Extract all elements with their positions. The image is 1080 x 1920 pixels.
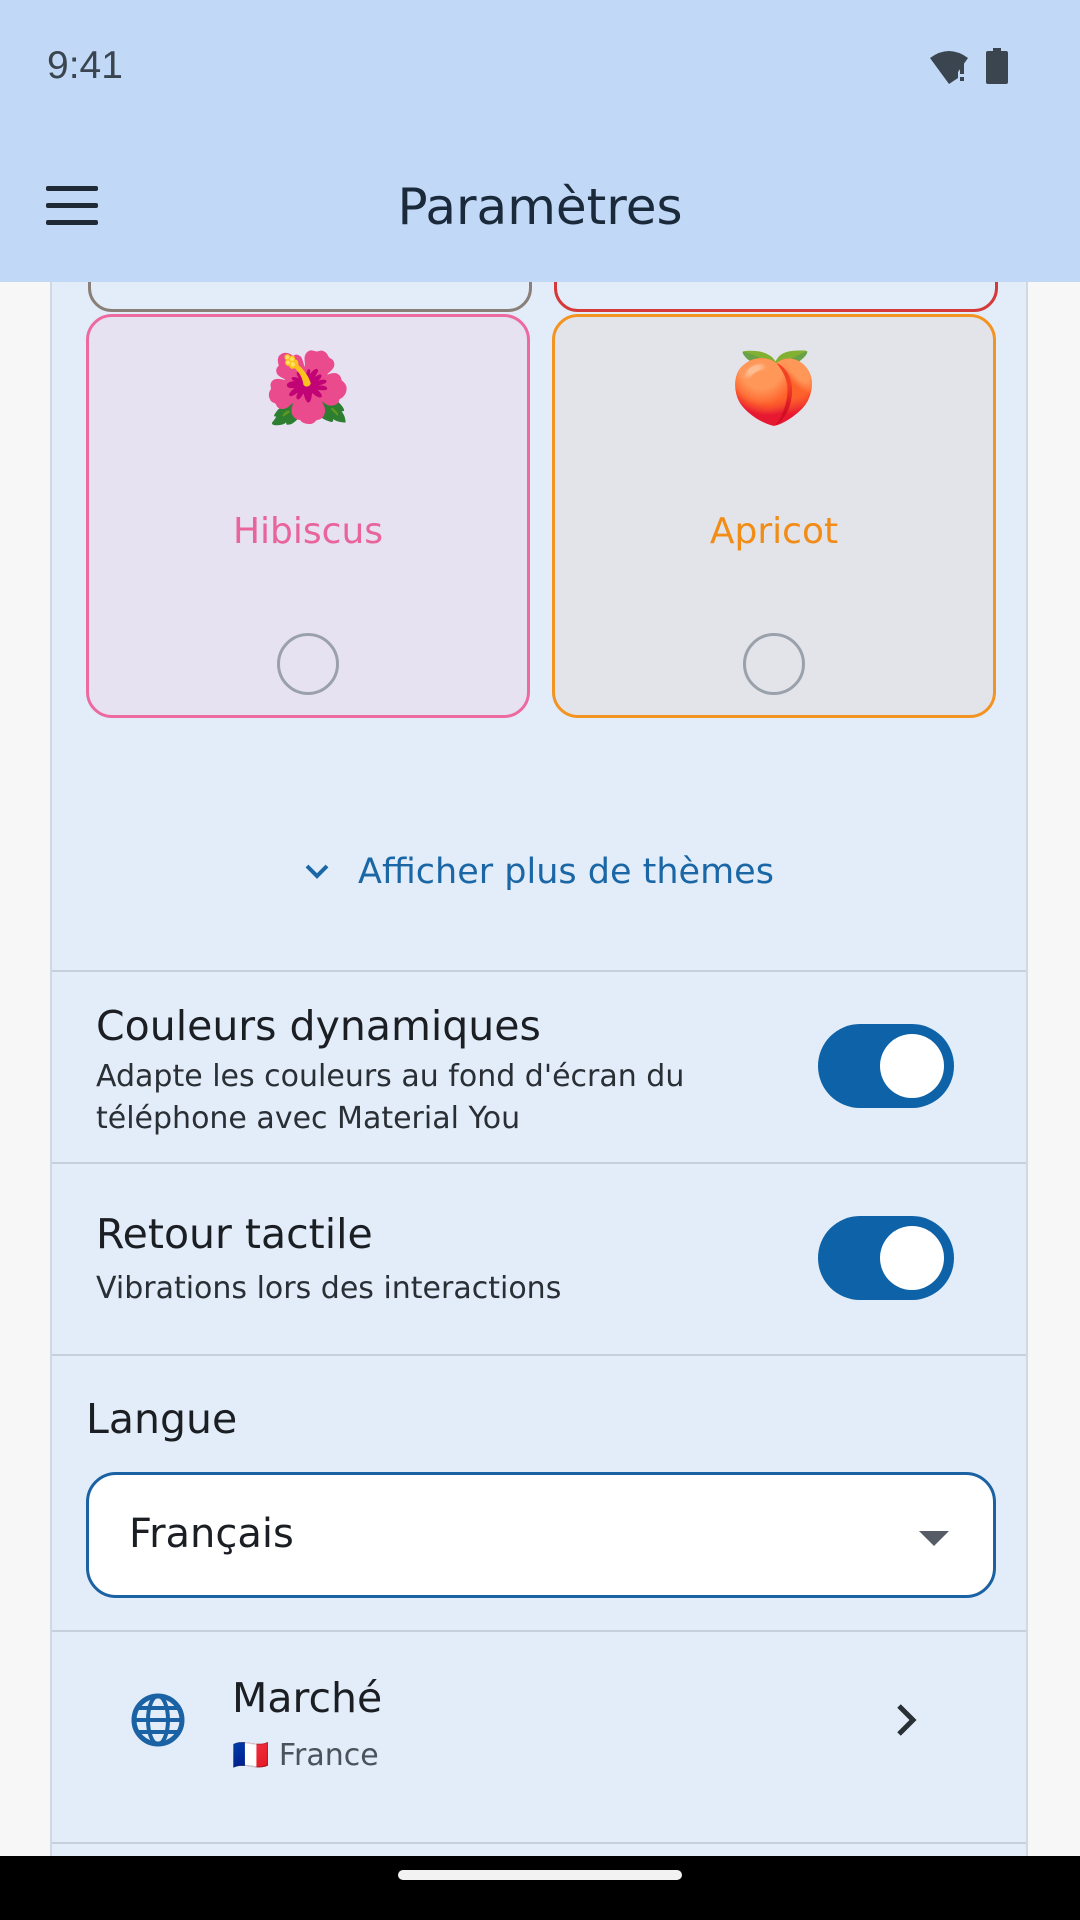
hibiscus-icon: 🌺 xyxy=(264,347,352,429)
language-select[interactable] xyxy=(86,1472,996,1598)
home-indicator[interactable] xyxy=(398,1870,682,1880)
france-flag-icon: 🇫🇷 xyxy=(232,1738,270,1773)
haptics-title: Retour tactile xyxy=(96,1210,373,1258)
battery-icon xyxy=(986,48,1008,84)
show-more-themes-button[interactable] xyxy=(52,852,1026,892)
theme-tile-hibiscus[interactable] xyxy=(86,314,530,718)
divider xyxy=(52,970,1026,972)
dropdown-arrow-icon xyxy=(919,1531,949,1546)
market-row[interactable] xyxy=(52,1634,1026,1844)
haptics-toggle[interactable] xyxy=(818,1216,954,1300)
theme-radio[interactable] xyxy=(743,633,805,695)
divider xyxy=(52,1842,1026,1844)
haptics-subtitle: Vibrations lors des interactions xyxy=(96,1271,562,1306)
language-label: Langue xyxy=(86,1395,238,1443)
page-title: Paramètres xyxy=(397,178,683,236)
chevron-right-icon xyxy=(894,1702,918,1738)
theme-radio[interactable] xyxy=(277,633,339,695)
divider xyxy=(52,1354,1026,1356)
language-value: Français xyxy=(129,1511,294,1557)
status-time: 9:41 xyxy=(47,44,123,87)
appearance-panel xyxy=(50,282,1028,1862)
theme-tile-apricot[interactable] xyxy=(552,314,996,718)
system-nav-bar xyxy=(0,1856,1080,1920)
theme-label: Hibiscus xyxy=(232,511,384,552)
peach-icon: 🍑 xyxy=(730,347,818,429)
app-bar xyxy=(0,0,1080,282)
status-icons xyxy=(928,48,1008,84)
theme-tile-partial[interactable] xyxy=(554,282,998,312)
dynamic-colors-toggle[interactable] xyxy=(818,1024,954,1108)
chevron-down-icon xyxy=(304,863,330,881)
dynamic-colors-subtitle: Adapte les couleurs au fond d'écran du téléphone avec Material You xyxy=(96,1059,685,1136)
market-subtitle xyxy=(232,1738,379,1773)
show-more-label: Afficher plus de thèmes xyxy=(358,852,774,892)
globe-icon xyxy=(130,1692,186,1748)
dynamic-colors-title: Couleurs dynamiques xyxy=(96,1002,541,1050)
market-country: France xyxy=(278,1738,379,1773)
divider xyxy=(52,1162,1026,1164)
market-title: Marché xyxy=(232,1674,383,1722)
theme-tile-partial[interactable] xyxy=(88,282,532,312)
divider xyxy=(52,1630,1026,1632)
theme-label: Apricot xyxy=(709,511,839,552)
wifi-alert-icon xyxy=(928,48,970,84)
